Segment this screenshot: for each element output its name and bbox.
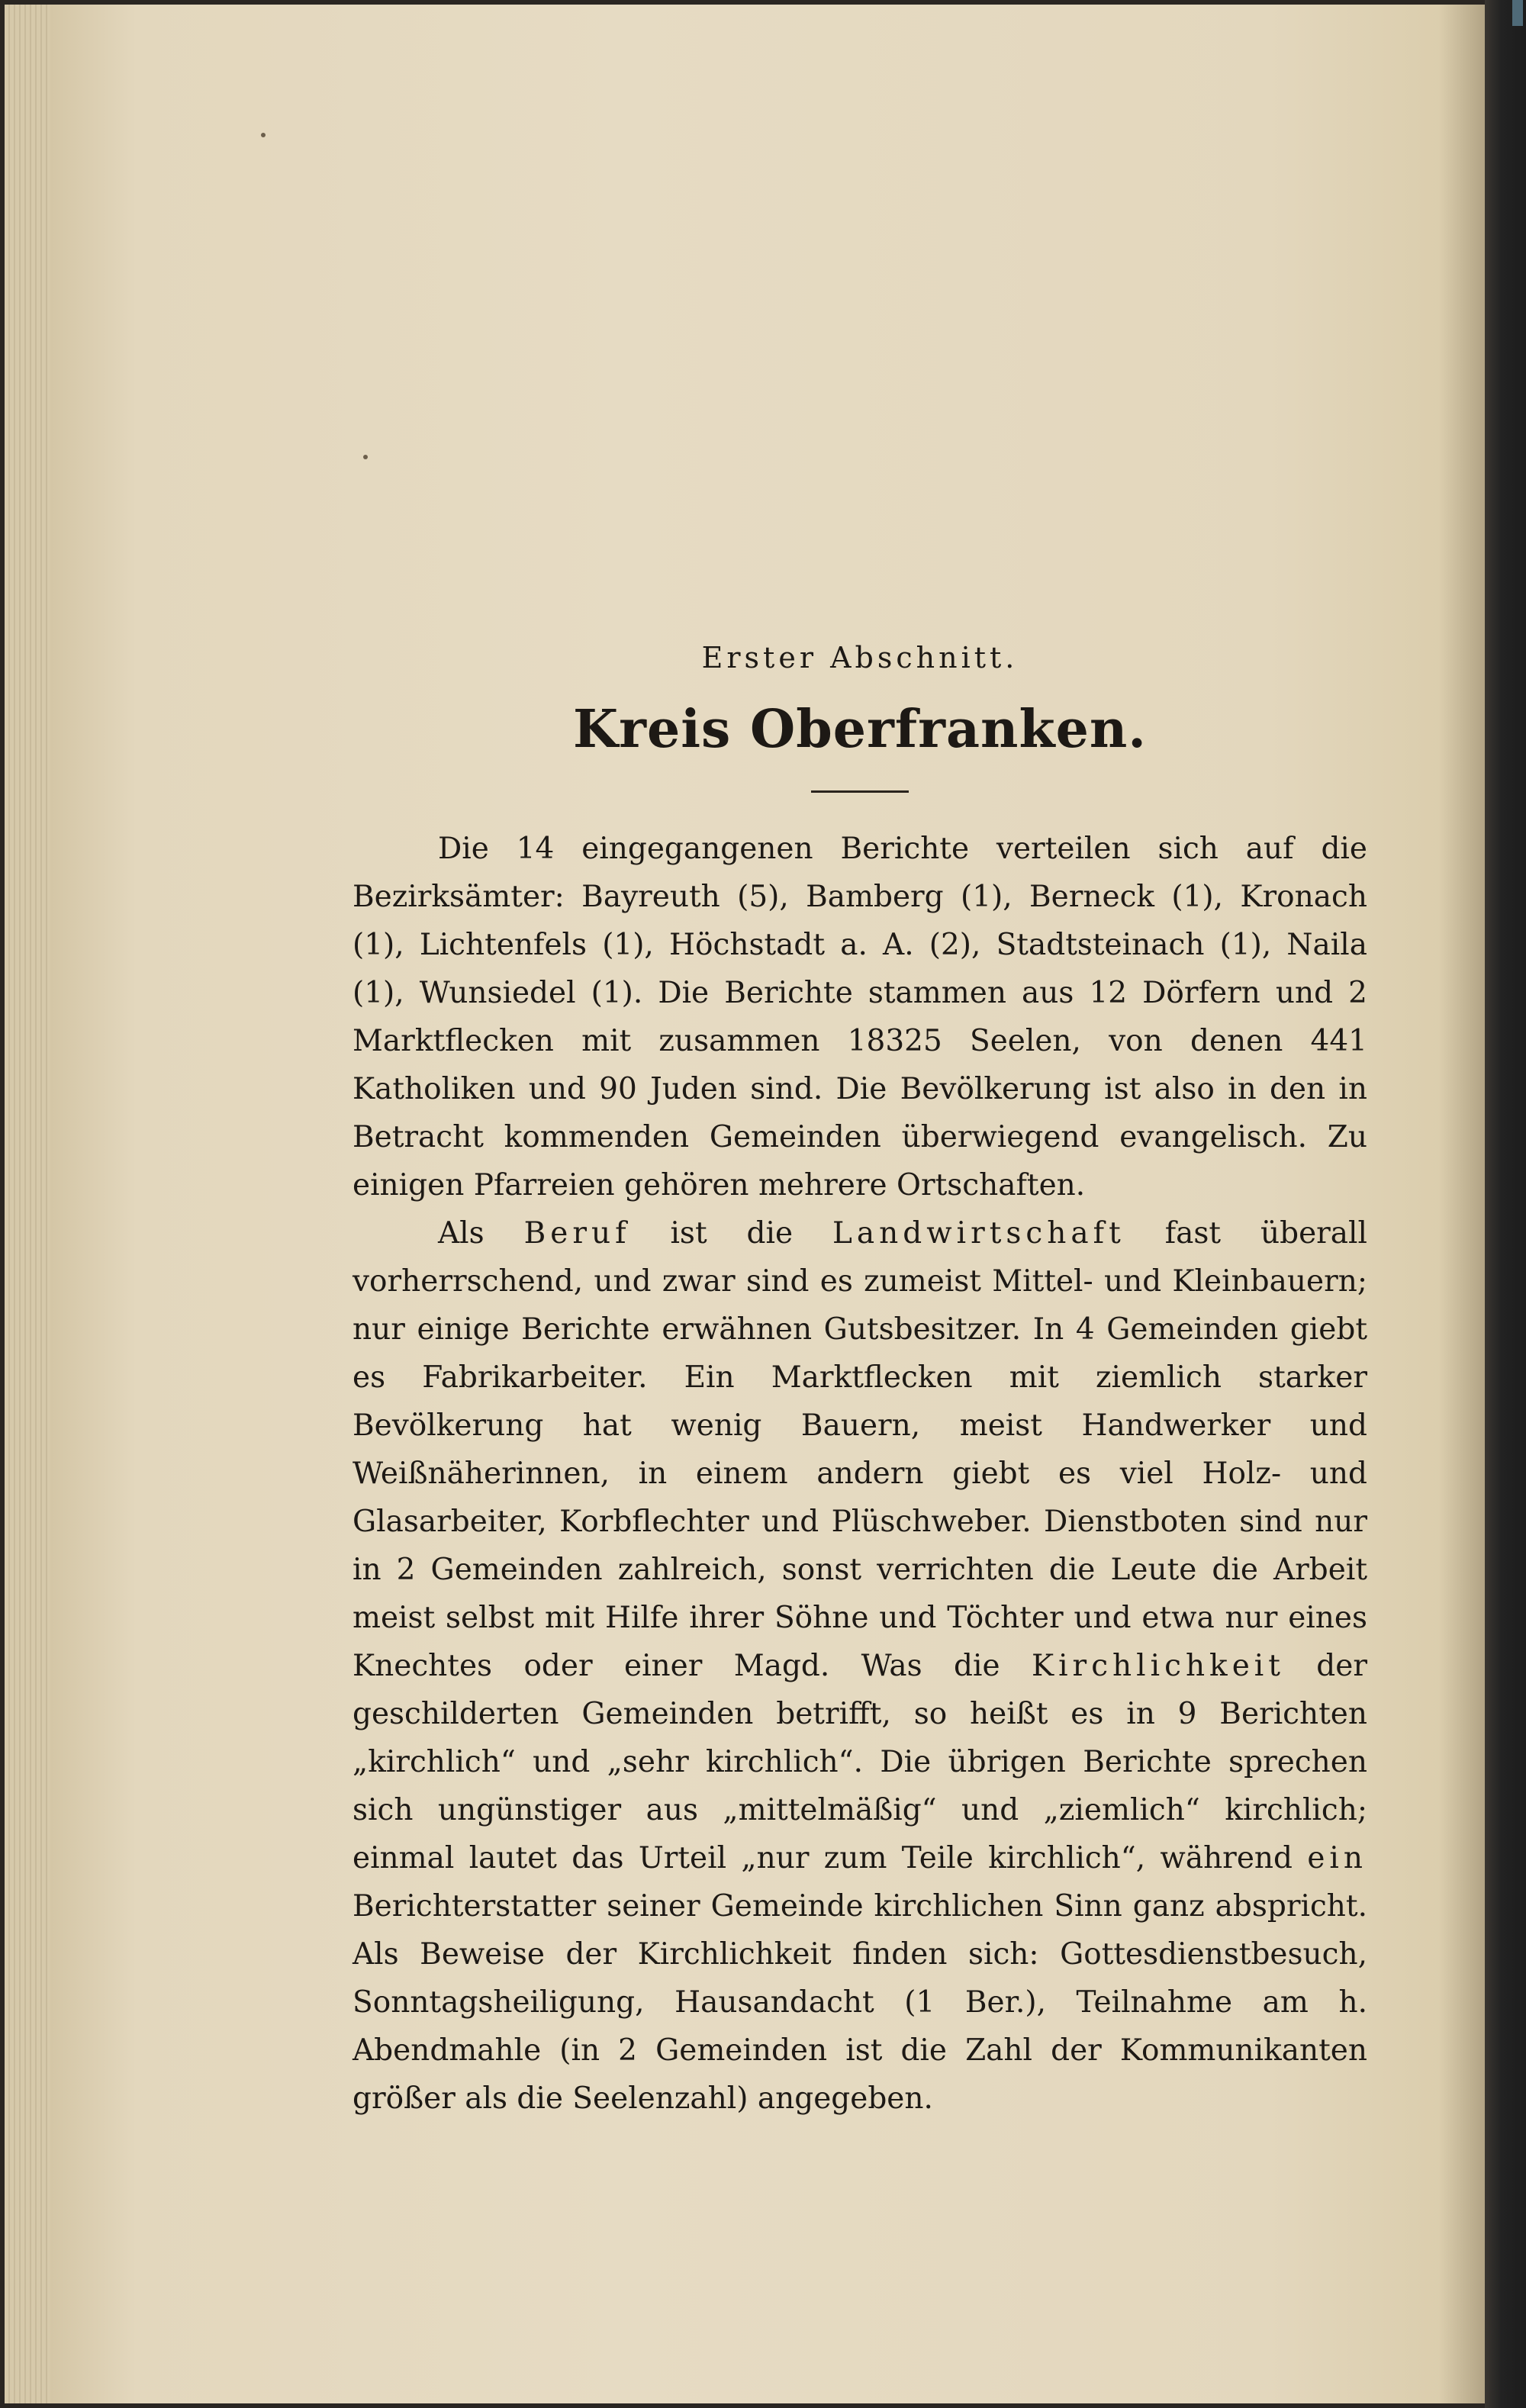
spine-shadow bbox=[1439, 5, 1485, 2403]
text-run: Als bbox=[438, 1216, 524, 1251]
paragraph-occupation-church bbox=[353, 1209, 1367, 2123]
spaced-term-ein: ein bbox=[1307, 1841, 1367, 1875]
paper-speck bbox=[363, 455, 368, 459]
spaced-term-beruf: Beruf bbox=[523, 1216, 631, 1251]
page-content bbox=[353, 641, 1367, 2123]
spaced-term-kirchlichkeit: Kirchlichkeit bbox=[1031, 1649, 1285, 1683]
text-run: der geschilderten Gemeinden betrifft, so heißt es in 9 Berichten „kirchlich“ und „sehr kirchlich“. Die übrigen Berichte sprechen sich ungünstiger aus „mittelmäßig“ und „ziemlich“ kirchlich; einmal lautet das Urteil „nur zum Teile kirchlich“, während bbox=[353, 1649, 1367, 1875]
chapter-title: Kreis Oberfranken. bbox=[573, 699, 1147, 760]
text-run: Berichterstatter seiner Gemeinde kirchlichen Sinn ganz abspricht. Als Beweise der Kirchlichkeit finden sich: Gottesdienstbesuch, Sonntagsheiligung, Hausandacht (1 Ber.), Teilnahme am h. Abendmahle (in 2 Gemeinden ist die Zahl der Kommunikanten größer als die Seelenzahl) angegeben. bbox=[353, 1889, 1367, 2116]
book-cover-edge bbox=[1485, 0, 1526, 2408]
paragraph-districts: Die 14 eingegangenen Berichte verteilen sich auf die Bezirksämter: Bayreuth (5), Bamberg (1), Berneck (1), Kronach (1), Lichtenfels (1), Höchstadt a. A. (2), Stadtsteinach (1), Naila (1), Wunsiedel (1). Die Berichte stammen aus 12 Dörfern und 2 Marktflecken mit zusammen 18325 Seelen, von denen 441 Katholiken und 90 Juden sind. Die Bevölkerung ist also in den in Betracht kommenden Gemeinden überwiegend evangelisch. Zu einigen Pfarreien gehören mehrere Ortschaften. bbox=[353, 832, 1367, 1202]
text-run: ist die bbox=[630, 1216, 833, 1251]
text-run: fast überall vorherrschend, und zwar sind es zumeist Mittel- und Kleinbauern; nur einige Berichte erwähnen Gutsbesitzer. In 4 Gemeinden giebt es Fabrikarbeiter. Ein Marktflecken mit ziemlich starker Bevölkerung hat wenig Bauern, meist Handwerker und Weißnäherinnen, in einem andern giebt es viel Holz- und Glasarbeiter, Korbflechter und Plüschweber. Dienstboten sind nur in 2 Gemeinden zahlreich, sonst verrichten die Leute die Arbeit meist selbst mit Hilfe ihrer Söhne und Töchter und etwa nur eines Knechtes oder einer Magd. Was die bbox=[353, 1216, 1368, 1683]
spaced-term-landwirtschaft: Landwirtschaft bbox=[832, 1216, 1125, 1251]
paper-speck bbox=[261, 133, 266, 137]
section-label: Erster Abschnitt. bbox=[701, 641, 1019, 674]
title-divider bbox=[811, 790, 909, 793]
